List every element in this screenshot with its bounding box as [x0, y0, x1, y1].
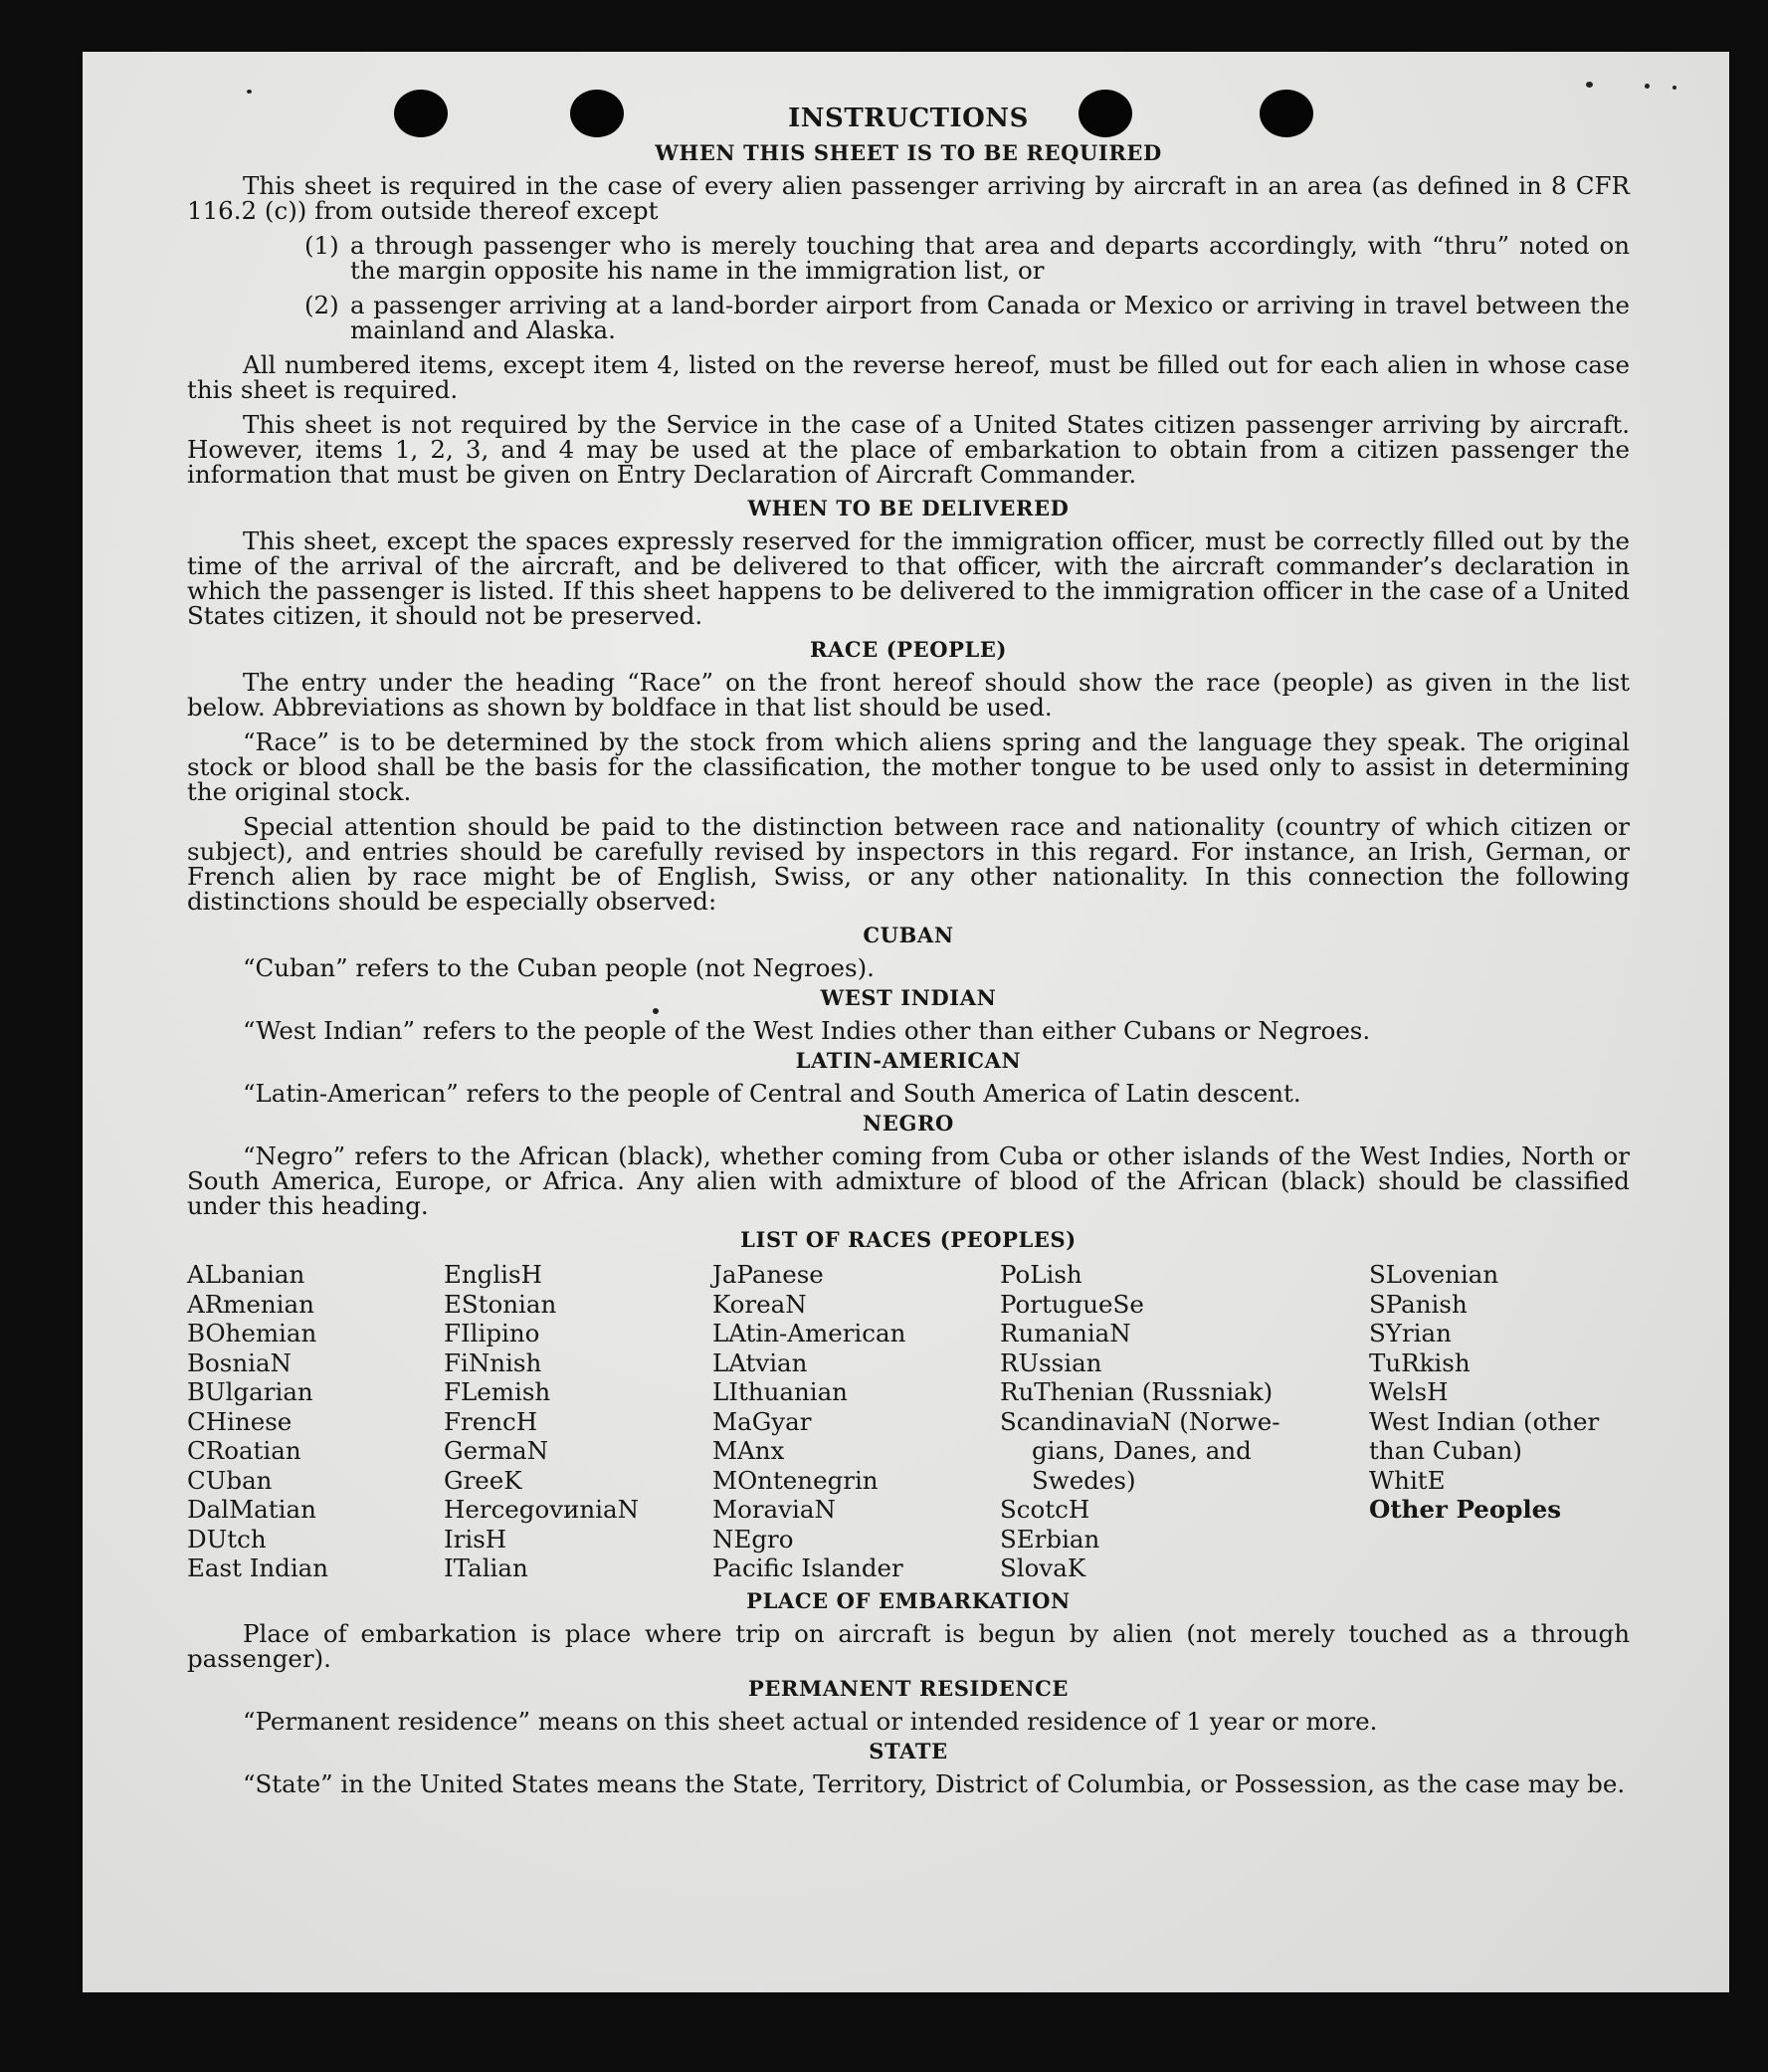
race-entry: Other Peoples [1369, 1495, 1562, 1524]
race-entry: BOhemian [187, 1319, 317, 1347]
race-paragraph-1: The entry under the heading “Race” on the front hereof should show the race (people) as given in the list below. Abbreviations as shown by boldface in that list should be used. [187, 668, 1630, 722]
race-entry: SLovenian [1369, 1260, 1499, 1289]
race-entry: WelsH [1369, 1377, 1449, 1406]
exception-number: (2) [304, 291, 339, 319]
race-entry: ScandinaviaN (Norwe- [1000, 1406, 1280, 1436]
cuban-text: “Cuban” refers to the Cuban people (not Negroes). [243, 953, 875, 982]
races-column [444, 1260, 712, 1583]
race-entry: FLemish [444, 1377, 551, 1406]
race-entry: EnglisH [444, 1260, 542, 1289]
embarkation-text: Place of embarkation is place where trip on aircraft is begun by alien (not merely touched as a through passenger). [187, 1618, 1630, 1673]
heading-cuban: CUBAN [863, 923, 954, 947]
races-column [1000, 1260, 1369, 1583]
race-entry: Pacific Islander [712, 1554, 903, 1582]
race-entry: CHinese [187, 1406, 293, 1436]
west-indian-text: “West Indian” refers to the people of the West Indies other than either Cubans or Negroes. [243, 1016, 1371, 1045]
race-entry: GermaN [444, 1436, 549, 1465]
race-entry: CRoatian [187, 1436, 301, 1465]
race-entry: ARmenian [187, 1289, 314, 1319]
when-delivered-text: This sheet, except the spaces expressly reserved for the immigration officer, must be correctly filled out by the time of the arrival of the aircraft, and be delivered to that officer, with the aircraft commander’s declaration in which the passenger is listed. If this sheet happens to be delivered to the immigration officer in the case of a United States citizen, it should not be preserved. [187, 526, 1630, 630]
heading-negro: NEGRO [863, 1111, 954, 1136]
race-entry: DUtch [187, 1524, 267, 1554]
heading-residence: PERMANENT RESIDENCE [747, 1675, 1070, 1701]
race-entry: RumaniaN [1000, 1319, 1131, 1347]
races-list [187, 1260, 1630, 1583]
race-entry: SPanish [1369, 1289, 1468, 1319]
negro-text: “Negro” refers to the African (black), whether coming from Cuba or other islands of the West Indies, North or South America, Europe, or Africa. Any alien with admixture of blood of the African (black) should be classified under this heading. [187, 1141, 1630, 1220]
race-entry: CUban [187, 1465, 273, 1495]
race-entry: FIlipino [444, 1319, 540, 1347]
exception-number: (1) [304, 231, 339, 260]
race-entry: RuThenian (Russniak) [1000, 1377, 1274, 1406]
race-entry: SErbian [1000, 1524, 1100, 1554]
heading-west-indian: WEST INDIAN [820, 985, 997, 1010]
when-required-intro: This sheet is required in the case of every alien passenger arriving by aircraft in an area (as defined in 8 CFR 116.2 (c)) from outside thereof except [187, 171, 1630, 225]
race-entry: FrencH [444, 1406, 538, 1436]
exception-text: a through passenger who is merely touching that area and departs accordingly, with “thru” noted on the margin opposite his name in the immigration list, or [350, 231, 1630, 285]
race-entry: RUssian [1000, 1347, 1102, 1377]
race-entry: EStonian [444, 1289, 557, 1319]
race-entry: SYrian [1369, 1319, 1452, 1347]
exception-item [304, 233, 1630, 283]
race-entry: JaPanese [712, 1260, 824, 1289]
race-entry: ScotcH [1000, 1495, 1090, 1524]
speck [1672, 86, 1676, 90]
page-title: INSTRUCTIONS [788, 104, 1029, 133]
race-entry: NEgro [712, 1524, 794, 1554]
race-entry: IrisH [444, 1524, 507, 1554]
latin-american-text: “Latin-American” refers to the people of Central and South America of Latin descent. [243, 1079, 1301, 1108]
race-entry: MaGyar [712, 1406, 812, 1436]
race-entry: gians, Danes, and [1032, 1436, 1252, 1465]
race-entry: PortugueSe [1000, 1289, 1144, 1319]
race-entry: PoLish [1000, 1260, 1082, 1289]
race-entry: TuRkish [1369, 1347, 1471, 1377]
heading-latin-american: LATIN-AMERICAN [795, 1048, 1022, 1073]
race-entry: ALbanian [187, 1260, 305, 1289]
exception-item [304, 293, 1630, 342]
residence-text: “Permanent residence” means on this sheet actual or intended residence of 1 year or more. [243, 1706, 1378, 1736]
race-entry: KoreaN [712, 1289, 807, 1319]
heading-when-required: WHEN THIS SHEET IS TO BE REQUIRED [655, 140, 1162, 165]
state-text: “State” in the United States means the State, Territory, District of Columbia, or Possession, as the case may be. [243, 1768, 1626, 1798]
document-sheet [83, 52, 1729, 1992]
race-entry: WhitE [1369, 1465, 1446, 1495]
exception-text: a passenger arriving at a land-border airport from Canada or Mexico or arriving in travel between the mainland and Alaska. [350, 291, 1630, 344]
race-entry: East Indian [187, 1554, 329, 1582]
race-entry: FiNnish [444, 1347, 542, 1377]
races-column [187, 1260, 444, 1583]
speck [1645, 84, 1650, 89]
races-column [712, 1260, 1000, 1583]
race-entry: MAnx [712, 1436, 785, 1465]
numbered-items-paragraph: All numbered items, except item 4, listed on the reverse hereof, must be filled out for each alien in whose case this sheet is required. [187, 350, 1630, 404]
race-entry: MOntenegrin [712, 1465, 879, 1495]
race-entry: LAtin-American [712, 1319, 906, 1347]
heading-race: RACE (PEOPLE) [809, 637, 1008, 662]
heading-list-of-races: LIST OF RACES (PEOPLES) [740, 1227, 1077, 1252]
race-paragraph-3: Special attention should be paid to the distinction between race and nationality (country of which citizen or subject), and entries should be carefully revised by inspectors in this regard. For instance, an Irish, German, or French alien by race might be of English, Swiss, or any other nationality. In this connection the following distinctions should be especially observed: [187, 812, 1630, 916]
heading-embarkation: PLACE OF EMBARKATION [746, 1587, 1071, 1613]
speck [1586, 82, 1593, 88]
race-entry: HercegovиniaN [444, 1495, 640, 1524]
race-entry: MoraviaN [712, 1495, 836, 1524]
race-entry: BUlgarian [187, 1377, 313, 1406]
heading-state: STATE [869, 1738, 948, 1763]
race-paragraph-2: “Race” is to be determined by the stock from which aliens spring and the language they speak. The original stock or blood shall be the basis for the classification, the mother tongue to be used only to assist in determining the original stock. [187, 727, 1630, 806]
race-entry: SlovaK [1000, 1554, 1086, 1582]
race-entry: ITalian [444, 1554, 528, 1582]
heading-when-delivered: WHEN TO BE DELIVERED [747, 496, 1070, 520]
race-entry: LIthuanian [712, 1377, 848, 1406]
race-entry: West Indian (other [1369, 1406, 1600, 1436]
race-entry: BosniaN [187, 1347, 292, 1377]
race-entry: GreeK [444, 1465, 522, 1495]
races-column [1369, 1260, 1630, 1583]
race-entry: Swedes) [1032, 1465, 1136, 1495]
race-entry: than Cuban) [1369, 1436, 1522, 1465]
speck [247, 90, 252, 94]
race-entry: LAtvian [712, 1347, 808, 1377]
race-entry: DalMatian [187, 1495, 316, 1524]
instructions-body [187, 106, 1630, 1802]
citizen-paragraph: This sheet is not required by the Service in the case of a United States citizen passenger arriving by aircraft. However, items 1, 2, 3, and 4 may be used at the place of embarkation to obtain from a citizen passenger the information that must be given on Entry Declaration of Aircraft Commander. [187, 410, 1630, 489]
